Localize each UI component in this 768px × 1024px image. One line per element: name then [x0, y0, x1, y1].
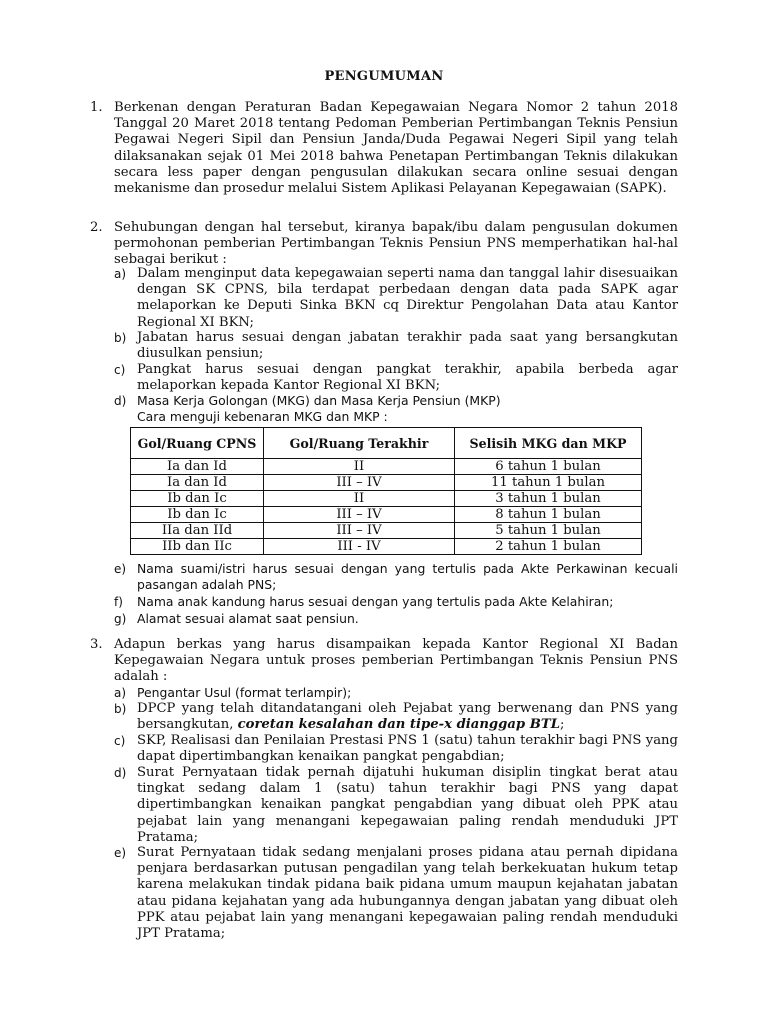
table-cell: IIb dan IIc — [131, 539, 264, 555]
table-row — [131, 491, 642, 507]
page-title: PENGUMUMAN — [324, 69, 444, 84]
section-text: Adapun berkas yang harus disampaikan kepada Kantor Regional XI Badan Kepegawaian Negara untuk proses pemberian Pertimbangan Teknis Pensiun PNS adalah : — [114, 637, 678, 685]
list-text: Masa Kerja Golongan (MKG) dan Masa Kerja Pensiun (MKP) — [137, 393, 501, 408]
list-text: Nama anak kandung harus sesuai dengan yang tertulis pada Akte Kelahiran; — [137, 594, 614, 609]
table-cell: 11 tahun 1 bulan — [455, 475, 642, 491]
list-text: Dalam menginput data kepegawaian seperti nama dan tanggal lahir disesuaikan dengan SK CPNS, bila terdapat perbedaan dengan data pada SAPK agar melaporkan ke Deputi Sinka BKN cq Direktur Pengolahan Data atau Kantor Regional XI BKN; — [137, 266, 678, 330]
table-cell: III – IV — [264, 523, 455, 539]
list-item-2d — [90, 393, 678, 425]
list-text-end: ; — [559, 717, 565, 733]
table-cell: Ia dan Id — [131, 459, 264, 475]
section-number: 2. — [90, 220, 103, 235]
section-2 — [90, 220, 678, 269]
table-cell: Ib dan Ic — [131, 507, 264, 523]
mkg-mkp-table — [130, 427, 642, 555]
table-cell: 8 tahun 1 bulan — [455, 507, 642, 523]
list-label: f) — [114, 595, 123, 609]
list-text: Jabatan harus sesuai dengan jabatan terakhir pada saat yang bersangkutan diusulkan pensiun; — [137, 330, 678, 362]
list-item-3a — [90, 685, 678, 701]
section-3 — [90, 637, 678, 686]
list-text — [137, 701, 678, 733]
table-cell: IIa dan IId — [131, 523, 264, 539]
column-header: Gol/Ruang CPNS — [131, 428, 264, 459]
section-1 — [90, 100, 678, 197]
table-header-row — [131, 428, 642, 459]
table-cell: 2 tahun 1 bulan — [455, 539, 642, 555]
list-item-2e — [90, 561, 678, 593]
table-row — [131, 539, 642, 555]
list-label: e) — [114, 846, 127, 860]
list-item-2g — [90, 611, 678, 627]
table-cell: III - IV — [264, 539, 455, 555]
table-row — [131, 523, 642, 539]
table-cell: III – IV — [264, 507, 455, 523]
section-text: Berkenan dengan Peraturan Badan Kepegawaian Negara Nomor 2 tahun 2018 Tanggal 20 Maret 2018 tentang Pedoman Pemberian Pertimbangan Teknis Pensiun Pegawai Negeri Sipil dan Pensiun Janda/Duda Pegawai Negeri Sipil yang telah dilaksanakan sejak 01 Mei 2018 bahwa Penetapan Pertimbangan Teknis dilakukan secara less paper dengan pengusulan dilakukan secara online sesuai dengan mekanisme dan prosedur melalui Sistem Aplikasi Pelayanan Kepegawaian (SAPK). — [114, 100, 678, 197]
list-text: Surat Pernyataan tidak pernah dijatuhi hukuman disiplin tingkat berat atau tingkat sedang dalam 1 (satu) tahun terakhir bagi PNS yang dapat dipertimbangkan kenaikan pangkat pengabdian yang dibuat oleh PPK atau pejabat lain yang menangani kepegawaian paling rendah menduduki JPT Pratama; — [137, 765, 678, 845]
list-text: Surat Pernyataan tidak sedang menjalani proses pidana atau pernah dipidana penjara berdasarkan putusan pengadilan yang telah berkekuatan hukum tetap karena melakukan tindak pidana baik pidana umum maupun kejahatan jabatan atau pidana kejahatan yang ada hubungannya dengan jabatan yang dibuat oleh PPK atau pejabat lain yang menangani kepegawaian paling rendah menduduki JPT Pratama; — [137, 845, 678, 942]
list-item-3d — [90, 765, 678, 846]
table-cell: 5 tahun 1 bulan — [455, 523, 642, 539]
list-subtext: Cara menguji kebenaran MKG dan MKP : — [137, 409, 388, 425]
list-label: a) — [114, 686, 127, 700]
list-text: Pengantar Usul (format terlampir); — [137, 685, 352, 700]
section-text: Sehubungan dengan hal tersebut, kiranya bapak/ibu dalam pengusulan dokumen permohonan pemberian Pertimbangan Teknis Pensiun PNS memperhatikan hal-hal sebagai berikut : — [114, 220, 678, 268]
list-item-3e — [90, 845, 678, 942]
table-cell: II — [264, 491, 455, 507]
table-cell: 3 tahun 1 bulan — [455, 491, 642, 507]
table-cell: Ia dan Id — [131, 475, 264, 491]
list-item-2a — [90, 266, 678, 331]
list-item-2f — [90, 594, 678, 610]
list-label: b) — [114, 702, 127, 716]
list-item-3b — [90, 701, 678, 733]
list-item-3c — [90, 733, 678, 765]
list-label: a) — [114, 267, 127, 281]
list-text: Nama suami/istri harus sesuai dengan yang tertulis pada Akte Perkawinan kecuali pasangan adalah PNS; — [137, 561, 678, 593]
list-text: Pangkat harus sesuai dengan pangkat terakhir, apabila berbeda agar melaporkan kepada Kantor Regional XI BKN; — [137, 362, 678, 394]
table-cell: II — [264, 459, 455, 475]
table-row — [131, 459, 642, 475]
list-text: SKP, Realisasi dan Penilaian Prestasi PNS 1 (satu) tahun terakhir bagi PNS yang dapat dipertimbangkan kenaikan pangkat pengabdian; — [137, 733, 678, 765]
section-number: 3. — [90, 637, 103, 652]
table-cell: 6 tahun 1 bulan — [455, 459, 642, 475]
list-label: c) — [114, 363, 126, 377]
list-item-2c — [90, 362, 678, 394]
list-item-2b — [90, 330, 678, 362]
list-text-plain: DPCP yang telah ditandatangani oleh Pejabat yang berwenang dan PNS yang bersangkutan, — [137, 701, 678, 733]
list-text-emphasis: coretan kesalahan dan tipe-x dianggap BTL — [237, 717, 560, 733]
list-label: d) — [114, 394, 127, 408]
table-cell: III – IV — [264, 475, 455, 491]
table-row — [131, 475, 642, 491]
list-label: g) — [114, 612, 127, 626]
column-header: Gol/Ruang Terakhir — [264, 428, 455, 459]
table-row — [131, 507, 642, 523]
column-header: Selisih MKG dan MKP — [455, 428, 642, 459]
list-label: d) — [114, 766, 127, 780]
table-cell: Ib dan Ic — [131, 491, 264, 507]
list-text: Alamat sesuai alamat saat pensiun. — [137, 611, 359, 626]
list-label: e) — [114, 562, 127, 576]
list-label: c) — [114, 734, 126, 748]
list-label: b) — [114, 331, 127, 345]
section-number: 1. — [90, 100, 103, 115]
